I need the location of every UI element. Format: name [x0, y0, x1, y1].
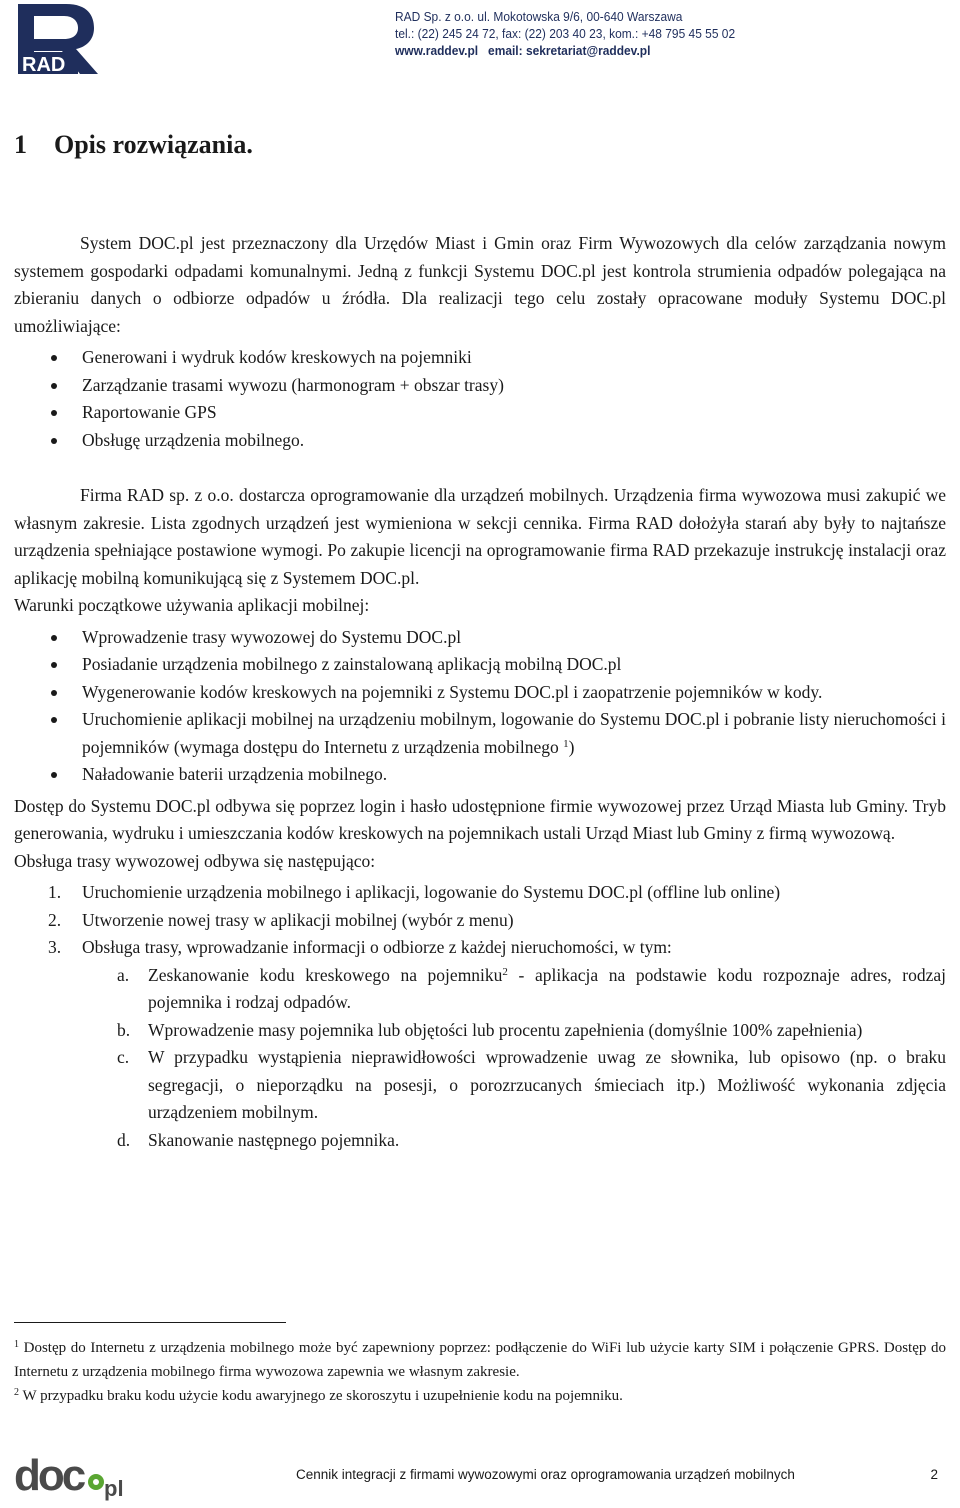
substep-marker: a.	[117, 964, 130, 985]
step-text: Uruchomienie urządzenia mobilnego i aplikacji, logowanie do Systemu DOC.pl (offline lub online)	[82, 882, 781, 902]
access-paragraph: Dostęp do Systemu DOC.pl odbywa się poprzez login i hasło udostępnione firmie wywozowej przez Urząd Miasta lub Gminy. Tryb generowania, wydruku i umieszczania kodów kreskowych na pojemnikach ustali Urząd Miast lub Gminy z firmą wywozową.	[14, 795, 946, 843]
substep-text-cont: - aplikacja na podstawie kodu rozpoznaje adres, rodzaj pojemnika i rodzaj odpadów.	[148, 964, 946, 1012]
list-item: Naładowanie baterii urządzenia mobilnego.	[14, 761, 946, 789]
section-title: Opis rozwiązania.	[54, 130, 253, 159]
route-steps-list	[14, 879, 946, 962]
footnote-ref[interactable]: 2	[502, 965, 508, 978]
step-marker: 1.	[48, 882, 62, 902]
list-item: Wprowadzenie trasy wywozowej do Systemu DOC.pl	[14, 624, 946, 652]
intro-paragraph: System DOC.pl jest przeznaczony dla Urzędów Miast i Gmin oraz Firm Wywozowych dla celów zarządzania nowym systemem gospodarki odpadami komunalnymi. Jedną z funkcji Systemu DOC.pl jest kontrola strumienia odpadów polegająca na zbieraniu danych o odbiorze odpadów u źródła. Dla realizacji tego celu zostały opracowane moduły Systemu DOC.pl umożliwiające:	[14, 233, 946, 336]
conditions-list	[14, 624, 946, 789]
list-item	[14, 1017, 946, 1045]
footnote-separator	[14, 1322, 286, 1323]
modules-list	[14, 344, 946, 454]
substep-text: Zeskanowanie kodu kreskowego na pojemniku	[148, 964, 503, 985]
substep-text: W przypadku wystąpienia nieprawidłowości wprowadzenie uwag ze słownika, lub opisowo (np. o braku segregacji, o nieporządku na posesji, o porozrzucanych śmieciach itp.) Możliwość wykonania zdjęcia urządzeniem mobilnym.	[148, 1047, 946, 1122]
footnotes	[14, 1336, 946, 1408]
list-item	[14, 934, 946, 962]
route-heading: Obsługa trasy wywozowej odbywa się następująco:	[14, 850, 376, 871]
condition-text: Uruchomienie aplikacji mobilnej na urządzeniu mobilnym, logowanie do Systemu DOC.pl i pobranie listy nieruchomości i pojemników (wymaga dostępu do Internetu z urządzenia mobilnego	[82, 709, 946, 757]
step-marker: 3.	[48, 937, 62, 957]
list-item: Raportowanie GPS	[14, 399, 946, 427]
company-contact	[395, 42, 735, 59]
section-heading	[14, 130, 253, 160]
list-item	[14, 706, 946, 761]
conditions-heading: Warunki początkowe używania aplikacji mobilnej:	[14, 595, 370, 615]
substep-marker: c.	[117, 1047, 130, 1067]
substep-marker: b.	[117, 1019, 131, 1040]
spacer	[14, 458, 946, 482]
footnote-marker: 1	[14, 1339, 19, 1350]
step-text: Obsługa trasy, wprowadzanie informacji o odbiorze z każdej nieruchomości, w tym:	[82, 937, 672, 957]
substep-text: Wprowadzenie masy pojemnika lub objętości lub procentu zapełnienia (domyślnie 100% zapełnienia)	[148, 1019, 863, 1040]
doc-pl-logo	[14, 1446, 132, 1502]
firm-paragraph: Firma RAD sp. z o.o. dostarcza oprogramowanie dla urządzeń mobilnych. Urządzenia firma wywozowa musi zakupić we własnym zakresie. Lista zgodnych urządzeń jest wymieniona w sekcji cennika. Firma RAD dołożyła starań aby były to najtańsze urządzenia spełniające postawione wymogi. Po zakupie licencji na oprogramowanie firma RAD przekazuje instrukcję instalacji oraz aplikację mobilną komunikującą się z Systemem DOC.pl.	[14, 485, 946, 588]
section-number: 1	[14, 130, 27, 159]
footnote-marker: 2	[14, 1387, 19, 1398]
company-info	[395, 8, 735, 59]
condition-text-end: )	[568, 736, 575, 757]
list-item: Wygenerowanie kodów kreskowych na pojemniki z Systemu DOC.pl i zaopatrzenie pojemników w kody.	[14, 679, 946, 707]
company-email[interactable]: email: sekretariat@raddev.pl	[488, 43, 651, 58]
page-header	[0, 0, 960, 80]
list-item: Obsługę urządzenia mobilnego.	[14, 427, 946, 455]
svg-text:pl: pl	[104, 1476, 124, 1501]
list-item	[14, 907, 946, 935]
substep-marker: d.	[117, 1129, 131, 1150]
svg-text:doc: doc	[14, 1451, 84, 1500]
list-item	[14, 1127, 946, 1155]
route-substeps-list	[14, 962, 946, 1155]
page-footer	[296, 1467, 940, 1482]
list-item: Generowani i wydruk kodów kreskowych na pojemniki	[14, 344, 946, 372]
company-address: RAD Sp. z o.o. ul. Mokotowska 9/6, 00-640 Warszawa	[395, 9, 683, 24]
list-item	[14, 1044, 946, 1127]
document-body	[14, 230, 946, 1154]
step-text: Utworzenie nowej trasy w aplikacji mobilnej (wybór z menu)	[82, 909, 514, 930]
company-website[interactable]: www.raddev.pl	[395, 43, 479, 58]
svg-text:RAD: RAD	[22, 54, 66, 74]
footnote-1	[14, 1336, 946, 1384]
substep-text: Skanowanie następnego pojemnika.	[148, 1129, 400, 1150]
rad-logo	[14, 2, 100, 74]
list-item: Posiadanie urządzenia mobilnego z zainstalowaną aplikacją mobilną DOC.pl	[14, 651, 946, 679]
footnote-ref[interactable]: 1	[563, 737, 569, 750]
list-item	[14, 879, 946, 907]
step-marker: 2.	[48, 909, 62, 930]
company-phones: tel.: (22) 245 24 72, fax: (22) 203 40 23, kom.: +48 795 45 55 02	[395, 26, 736, 41]
page-number: 2	[930, 1467, 938, 1482]
list-item	[14, 962, 946, 1017]
footnote-text: W przypadku braku kodu użycie kodu awaryjnego ze skoroszytu i uzupełnienie kodu na pojemniku.	[19, 1388, 623, 1404]
footnote-2	[14, 1384, 946, 1408]
list-item: Zarządzanie trasami wywozu (harmonogram + obszar trasy)	[14, 372, 946, 400]
footnote-text: Dostęp do Internetu z urządzenia mobilnego może być zapewniony poprzez: podłączenie do WiFi lub użycie karty SIM i połączenie GPRS. Dostęp do Internetu z urządzenia mobilnego firma wywozowa zapewnia we własnym zakresie.	[14, 1340, 946, 1380]
footer-title: Cennik integracji z firmami wywozowymi oraz oprogramowania urządzeń mobilnych	[296, 1467, 795, 1482]
